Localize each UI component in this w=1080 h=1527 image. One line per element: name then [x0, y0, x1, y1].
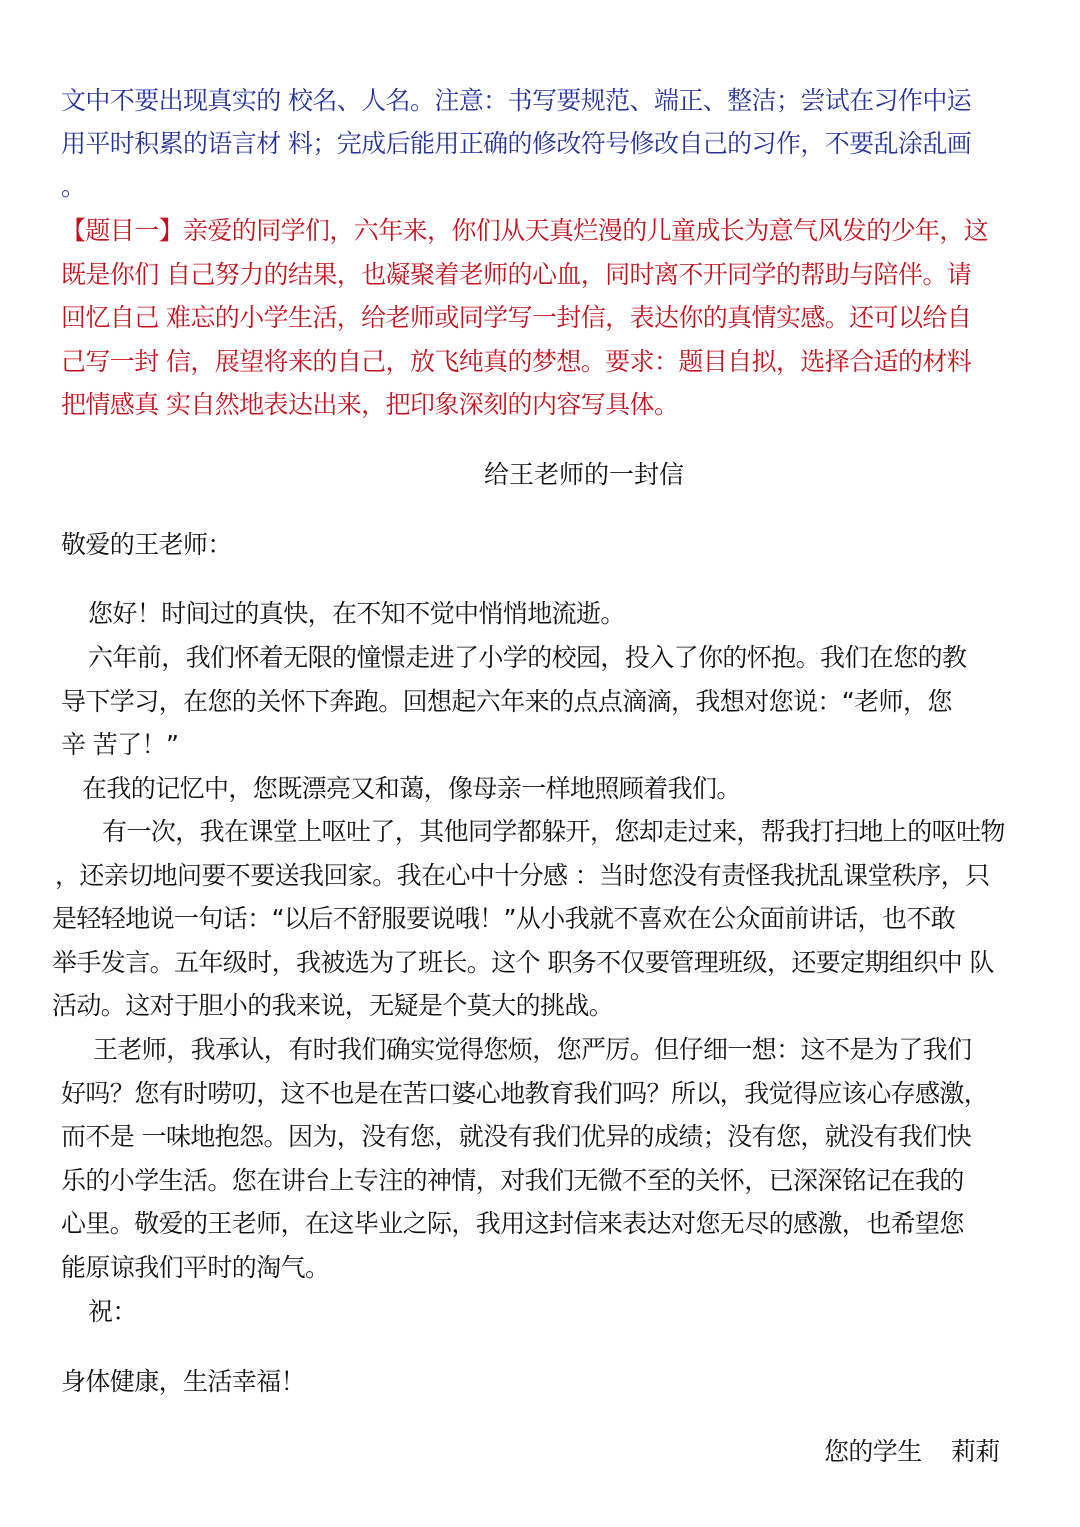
letter-line: 六年前，我们怀着无限的憧憬走进了小学的校园，投入了你的怀抱。我们在您的教: [88, 643, 967, 672]
letter-line: 活动。这对于胆小的我来说，无疑是个莫大的挑战。: [52, 991, 614, 1020]
prompt-line: 【题目一】亲爱的同学们，六年来，你们从天真烂漫的儿童成长为意气风发的少年，这: [61, 216, 989, 245]
letter-line: 是轻轻地说一句话：“以后不舒服要说哦！”从小我就不喜欢在公众面前讲话，也不敢: [52, 904, 956, 933]
instructions-line: 文中不要出现真实的 校名、人名。注意：书写要规范、端正、整洁；尝试在习作中运: [61, 86, 972, 115]
letter-line: 举手发言。五年级时，我被选为了班长。这个 职务不仅要管理班级，还要定期组织中 队: [52, 948, 994, 977]
letter-line: ，还亲切地问要不要送我回家。我在心中十分感 ：当时您没有责怪我扰乱课堂秩序，只: [55, 861, 990, 890]
prompt-line: 把情感真 实自然地表达出来，把印象深刻的内容写具体。: [61, 390, 679, 419]
prompt-line: 己写一封 信，展望将来的自己，放飞纯真的梦想。要求：题目自拟，选择合适的材料: [61, 347, 972, 376]
letter-line: 心里。敬爱的王老师，在这毕业之际，我用这封信来表达对您无尽的感激，也希望您: [61, 1209, 964, 1238]
instructions-line: 用平时积累的语言材 料；完成后能用正确的修改符号修改自己的习作，不要乱涂乱画: [61, 129, 972, 158]
letter-line: 辛 苦了！”: [61, 730, 179, 759]
letter-wish: 身体健康，生活幸福！: [61, 1367, 306, 1396]
prompt-line: 回忆自己 难忘的小学生活，给老师或同学写一封信，表达你的真情实感。还可以给自: [61, 303, 972, 332]
letter-salutation: 敬爱的王老师：: [61, 530, 232, 559]
letter-line: 您好！时间过的真快，在不知不觉中悄悄地流逝。: [88, 599, 625, 628]
instructions-line: 。: [61, 172, 86, 201]
letter-line: 在我的记忆中，您既漂亮又和蔼，像母亲一样地照顾着我们。: [82, 774, 741, 803]
letter-title: 给王老师的一封信: [484, 460, 685, 489]
letter-signature: 您的学生 莉莉: [824, 1437, 1000, 1466]
letter-line: 好吗？您有时唠叨，这不也是在苦口婆心地教育我们吗？所以，我觉得应该心存感激，: [61, 1079, 989, 1108]
letter-line: 导下学习，在您的关怀下奔跑。回想起六年来的点点滴滴，我想对您说：“老师，您: [61, 687, 952, 716]
letter-line: 乐的小学生活。您在讲台上专注的神情，对我们无微不至的关怀，已深深铭记在我的: [61, 1166, 964, 1195]
letter-line: 王老师，我承认，有时我们确实觉得您烦，您严厉。但仔细一想：这不是为了我们: [93, 1035, 972, 1064]
letter-line: 有一次，我在课堂上呕吐了，其他同学都躲开，您却走过来，帮我打扫地上的呕吐物: [102, 817, 1005, 846]
letter-closing: 祝：: [88, 1297, 137, 1326]
letter-line: 而不是 一味地抱怨。因为，没有您，就没有我们优异的成绩；没有您，就没有我们快: [61, 1122, 972, 1151]
prompt-line: 既是你们 自己努力的结果，也凝聚着老师的心血，同时离不开同学的帮助与陪伴。请: [61, 260, 972, 289]
letter-line: 能原谅我们平时的淘气。: [61, 1253, 330, 1282]
